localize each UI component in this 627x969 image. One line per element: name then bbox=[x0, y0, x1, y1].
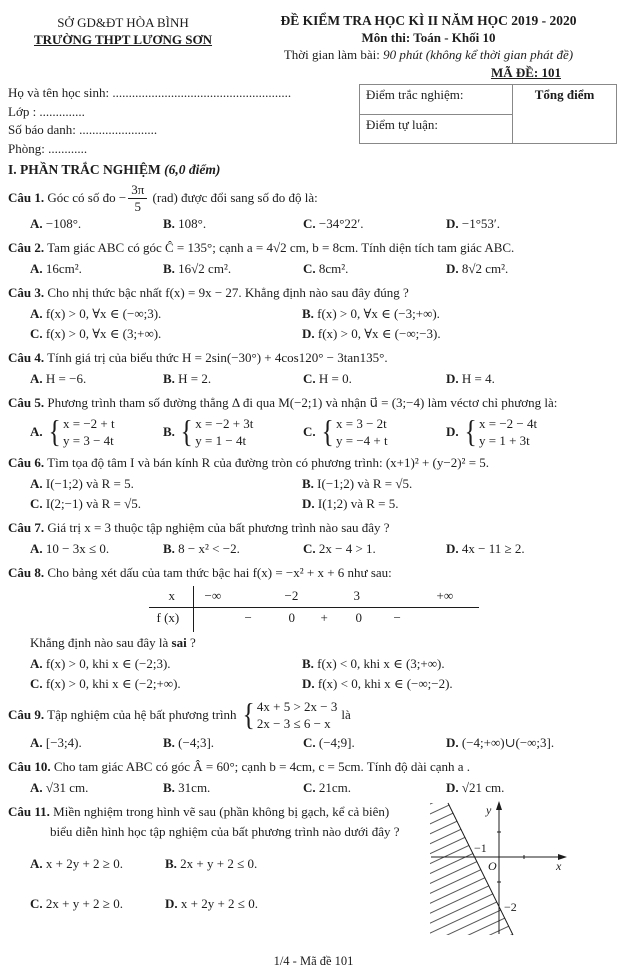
fraction-numerator: 3π bbox=[128, 182, 147, 199]
q2-option-a: A. 16cm². bbox=[30, 261, 82, 276]
question-5-text: Phương trình tham số đường thẳng Δ đi qua M(−2;1) và nhận u⃗ = (3;−4) làm véctơ chỉ phương là: bbox=[47, 395, 558, 410]
student-class-line: Lớp : .............. bbox=[8, 103, 85, 119]
y-axis-label: y bbox=[486, 803, 492, 817]
score-essay-cell: Điểm tự luận: bbox=[360, 114, 513, 144]
question-2-text: Tam giác ABC có góc Ĉ = 135°; cạnh a = 4√2 cm, b = 8cm. Tính diện tích tam giác ABC. bbox=[47, 240, 515, 255]
q1-option-d: D. −1°53′. bbox=[446, 216, 501, 231]
question-3-text: Cho nhị thức bậc nhất f(x) = 9x − 27. Khẳng định nào sau đây đúng ? bbox=[47, 285, 409, 300]
question-1-stem bbox=[8, 182, 619, 213]
q3-option-d: D. f(x) > 0, ∀x ∈ (−∞;−3). bbox=[302, 326, 441, 341]
question-8-label: Câu 8. bbox=[8, 565, 45, 580]
q8-option-c: C. f(x) > 0, khi x ∈ (−2;+∞). bbox=[30, 676, 181, 691]
y-axis-arrow bbox=[496, 801, 502, 810]
q11-coordinate-graph bbox=[428, 800, 570, 940]
question-5 bbox=[8, 393, 619, 449]
q9-option-c: C. (−4;9]. bbox=[303, 735, 355, 750]
exam-title: ĐỀ KIỂM TRA HỌC KÌ II NĂM HỌC 2019 - 2020 bbox=[280, 13, 577, 28]
header-title-block bbox=[238, 12, 619, 63]
question-4-text: Tính giá trị của biểu thức H = 2sin(−30°) + 4cos120° − 3tan135°. bbox=[47, 350, 388, 365]
q2-option-d: D. 8√2 cm². bbox=[446, 261, 509, 276]
score-table bbox=[359, 84, 617, 144]
question-9-options bbox=[30, 733, 619, 753]
exam-code-row bbox=[8, 65, 619, 81]
exam-duration bbox=[238, 46, 619, 63]
question-6-stem bbox=[8, 453, 619, 473]
page-footer: 1/4 - Mã đề 101 bbox=[273, 954, 354, 968]
question-8-stem bbox=[8, 563, 619, 583]
q5-option-d: D. { x = −2 − 4t y = 1 + 3t bbox=[446, 413, 538, 450]
question-2-stem bbox=[8, 238, 619, 258]
q9-option-d: D. (−4;+∞)∪(−∞;3]. bbox=[446, 735, 555, 750]
exam-code: MÃ ĐỀ: 101 bbox=[490, 65, 561, 80]
q9-option-b: B. (−4;3]. bbox=[163, 735, 215, 750]
question-4 bbox=[8, 348, 619, 389]
question-11-text-line1: Miền nghiệm trong hình vẽ sau (phần không bị gạch, kể cả biên) bbox=[53, 804, 390, 819]
q5-option-b: B. { x = −2 + 3t y = 1 − 4t bbox=[163, 413, 254, 450]
student-id-line: Số báo danh: ........................ bbox=[8, 122, 158, 137]
equation-system: { x = −2 + 3t y = 1 − 4t bbox=[180, 413, 254, 450]
q11-option-a: A. x + 2y + 2 ≥ 0. bbox=[30, 856, 123, 871]
y-intercept-label: −2 bbox=[504, 900, 517, 914]
q6-option-b: B. I(−1;2) và R = √5. bbox=[302, 476, 413, 491]
duration-value: 90 phút (không kể thời gian phát đề) bbox=[383, 47, 574, 62]
question-1-text-after: (rad) được đổi sang số đo độ là: bbox=[149, 190, 318, 205]
question-11 bbox=[8, 802, 619, 944]
q1-option-a: A. −108°. bbox=[30, 216, 82, 231]
question-2-options bbox=[30, 259, 619, 279]
question-7-stem bbox=[8, 518, 619, 538]
sign-table-x-head: x bbox=[168, 588, 175, 603]
question-5-options bbox=[30, 415, 619, 449]
question-8-text: Cho bảng xét dấu của tam thức bậc hai f(x) = −x² + x + 6 như sau: bbox=[47, 565, 392, 580]
duration-label: Thời gian làm bài: bbox=[283, 47, 384, 62]
q7-option-b: B. 8 − x² < −2. bbox=[163, 541, 240, 556]
question-3-label: Câu 3. bbox=[8, 285, 45, 300]
sign-table-fx-head: f (x) bbox=[156, 610, 180, 625]
question-3 bbox=[8, 283, 619, 344]
question-3-stem bbox=[8, 283, 619, 303]
student-info-row bbox=[8, 84, 619, 158]
q11-option-c: C. 2x + y + 2 ≥ 0. bbox=[30, 896, 123, 911]
question-7 bbox=[8, 518, 619, 559]
student-info bbox=[8, 84, 359, 158]
q4-option-d: D. H = 4. bbox=[446, 371, 495, 386]
equation-system: { x = −2 − 4t y = 1 + 3t bbox=[464, 413, 538, 450]
question-7-label: Câu 7. bbox=[8, 520, 45, 535]
q4-option-b: B. H = 2. bbox=[163, 371, 212, 386]
q7-option-d: D. 4x − 11 ≥ 2. bbox=[446, 541, 525, 556]
question-11-label: Câu 11. bbox=[8, 804, 50, 819]
question-4-label: Câu 4. bbox=[8, 350, 45, 365]
q3-option-c: C. f(x) > 0, ∀x ∈ (3;+∞). bbox=[30, 326, 162, 341]
question-2-label: Câu 2. bbox=[8, 240, 45, 255]
header-organization bbox=[8, 12, 238, 63]
question-8-ask: Khẳng định nào sau đây là sai ? bbox=[30, 635, 196, 650]
fraction-denominator: 5 bbox=[134, 199, 141, 214]
question-6-text: Tìm tọa độ tâm I và bán kính R của đường tròn có phương trình: (x+1)² + (y−2)² = 5. bbox=[47, 455, 490, 470]
question-10-text: Cho tam giác ABC có góc Â = 60°; cạnh b = 4cm, c = 5cm. Tính độ dài cạnh a . bbox=[53, 759, 471, 774]
q10-option-a: A. √31 cm. bbox=[30, 780, 89, 795]
fraction bbox=[126, 182, 149, 213]
question-1 bbox=[8, 182, 619, 234]
x-axis-label: x bbox=[556, 859, 562, 873]
origin-label: O bbox=[488, 859, 497, 873]
q10-option-d: D. √21 cm. bbox=[446, 780, 505, 795]
q7-option-a: A. 10 − 3x ≤ 0. bbox=[30, 541, 110, 556]
question-7-text: Giá trị x = 3 thuộc tập nghiệm của bất phương trình nào sau đây ? bbox=[47, 520, 390, 535]
question-8-options bbox=[30, 654, 619, 694]
q1-option-b: B. 108°. bbox=[163, 216, 207, 231]
question-1-text: Góc có số đo − bbox=[47, 190, 127, 205]
question-9-text-after: là bbox=[341, 707, 351, 722]
org-department: SỞ GD&ĐT HÒA BÌNH bbox=[57, 15, 189, 30]
q4-option-c: C. H = 0. bbox=[303, 371, 352, 386]
student-name-line: Họ và tên học sinh: ....................................................... bbox=[8, 85, 292, 100]
question-11-options-row1 bbox=[30, 854, 430, 874]
question-6-label: Câu 6. bbox=[8, 455, 45, 470]
q8-option-b: B. f(x) < 0, khi x ∈ (3;+∞). bbox=[302, 656, 445, 671]
question-1-options bbox=[30, 214, 619, 234]
question-9-text: Tập nghiệm của hệ bất phương trình bbox=[47, 707, 237, 722]
question-10-stem bbox=[8, 757, 619, 777]
q10-option-c: C. 21cm. bbox=[303, 780, 352, 795]
q7-option-c: C. 2x − 4 > 1. bbox=[303, 541, 376, 556]
q5-option-a: A. { x = −2 + t y = 3 − 4t bbox=[30, 413, 115, 450]
q8-option-a: A. f(x) > 0, khi x ∈ (−2;3). bbox=[30, 656, 171, 671]
question-9-label: Câu 9. bbox=[8, 707, 45, 722]
question-4-options bbox=[30, 369, 619, 389]
question-1-label: Câu 1. bbox=[8, 190, 45, 205]
q2-option-c: C. 8cm². bbox=[303, 261, 349, 276]
equation-system: { x = 3 − 2t y = −4 + t bbox=[321, 413, 388, 450]
q9-option-a: A. [−3;4). bbox=[30, 735, 82, 750]
q4-option-a: A. H = −6. bbox=[30, 371, 87, 386]
question-5-label: Câu 5. bbox=[8, 395, 45, 410]
org-school: TRƯỜNG THPT LƯƠNG SƠN bbox=[33, 32, 213, 47]
section-1-title: I. PHẦN TRẮC NGHIỆM bbox=[8, 162, 161, 177]
equation-system: { x = −2 + t y = 3 − 4t bbox=[48, 413, 115, 450]
student-room-line: Phòng: ............ bbox=[8, 140, 88, 156]
question-4-stem bbox=[8, 348, 619, 368]
question-6 bbox=[8, 453, 619, 514]
sign-table: x f (x) −∞ −2 3 +∞ − 0 + 0 − bbox=[149, 586, 479, 632]
q11-option-b: B. 2x + y + 2 ≤ 0. bbox=[165, 856, 258, 871]
x-intercept-label: −1 bbox=[474, 841, 487, 855]
section-1-points: (6,0 điểm) bbox=[164, 162, 221, 177]
question-6-options bbox=[30, 474, 619, 514]
q3-option-a: A. f(x) > 0, ∀x ∈ (−∞;3). bbox=[30, 306, 162, 321]
q10-option-b: B. 31cm. bbox=[163, 780, 211, 795]
q11-option-d: D. x + 2y + 2 ≤ 0. bbox=[165, 896, 258, 911]
equation-system: { 4x + 5 > 2x − 3 2x − 3 ≤ 6 − x bbox=[242, 696, 338, 733]
question-8 bbox=[8, 563, 619, 694]
hatched-region bbox=[430, 803, 513, 935]
exam-subject: Môn thi: Toán - Khối 10 bbox=[361, 30, 496, 45]
q6-option-c: C. I(2;−1) và R = √5. bbox=[30, 496, 141, 511]
question-5-stem bbox=[8, 393, 619, 413]
question-11-options-row2 bbox=[30, 894, 430, 914]
header bbox=[8, 12, 619, 63]
question-10-options bbox=[30, 778, 619, 798]
score-total-cell: Tổng điểm bbox=[513, 85, 617, 144]
question-9 bbox=[8, 698, 619, 753]
question-9-stem bbox=[8, 698, 619, 732]
q6-option-a: A. I(−1;2) và R = 5. bbox=[30, 476, 134, 491]
q3-option-b: B. f(x) > 0, ∀x ∈ (−3;+∞). bbox=[302, 306, 440, 321]
q2-option-b: B. 16√2 cm². bbox=[163, 261, 232, 276]
q6-option-d: D. I(1;2) và R = 5. bbox=[302, 496, 399, 511]
question-11-text-line2: biểu diễn hình học tập nghiệm của bất phương trình nào dưới đây ? bbox=[50, 824, 400, 839]
question-10 bbox=[8, 757, 619, 798]
question-3-options bbox=[30, 304, 619, 344]
q5-option-c: C. { x = 3 − 2t y = −4 + t bbox=[303, 413, 388, 450]
q1-option-c: C. −34°22′. bbox=[303, 216, 364, 231]
question-10-label: Câu 10. bbox=[8, 759, 51, 774]
question-7-options bbox=[30, 539, 619, 559]
q8-option-d: D. f(x) < 0, khi x ∈ (−∞;−2). bbox=[302, 676, 453, 691]
section-1-heading bbox=[8, 162, 619, 178]
score-mc-cell: Điểm trắc nghiệm: bbox=[360, 85, 513, 115]
question-2 bbox=[8, 238, 619, 279]
